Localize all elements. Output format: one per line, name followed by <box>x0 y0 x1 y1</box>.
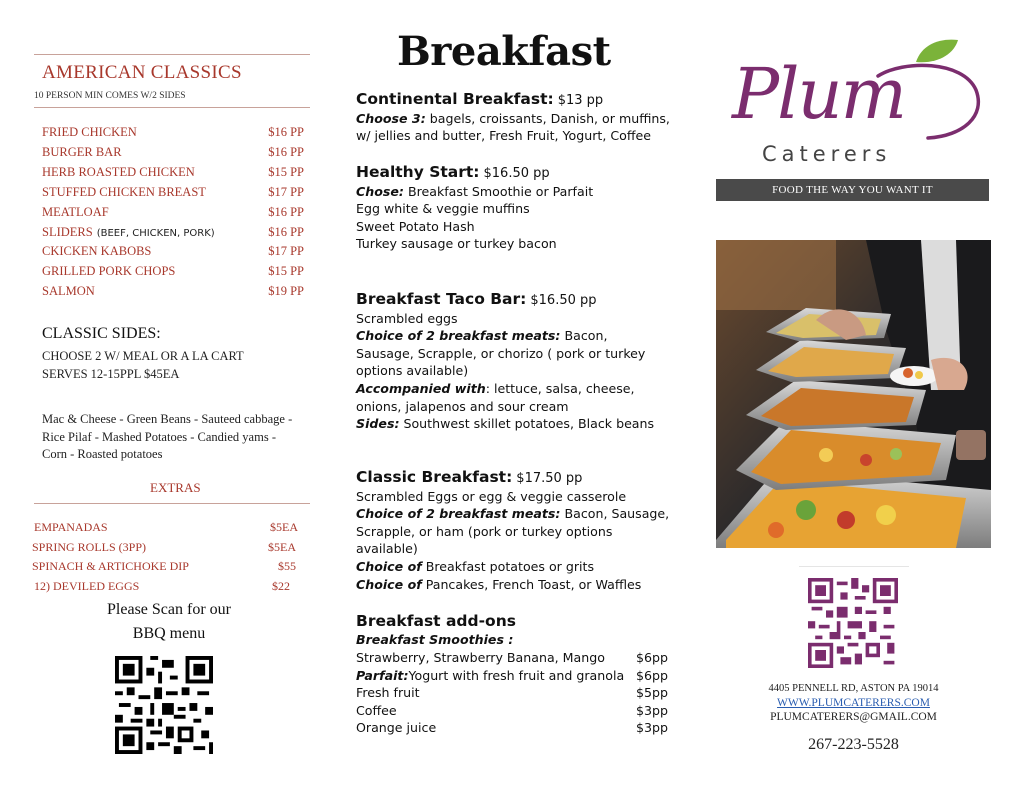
addon-price: $6pp <box>635 650 668 665</box>
classic-item-price: $17 PP <box>268 244 304 259</box>
addon-price: $5pp <box>635 685 668 701</box>
extras-divider <box>34 503 310 504</box>
classic-item-price: $15 PP <box>268 264 304 279</box>
classic-item-name: BURGER BAR <box>42 144 122 159</box>
scan-line-2: BBQ menu <box>132 625 206 642</box>
classic-item-row <box>42 225 304 240</box>
classic-item-row <box>42 125 304 140</box>
addon-row <box>356 703 668 718</box>
healthy-line3: Sweet Potato Hash <box>356 218 475 234</box>
addon-row <box>356 650 668 665</box>
taco-sides-label: Sides: <box>356 416 400 432</box>
continental-choose-text: bagels, croissants, Danish, or muffins, <box>425 110 670 126</box>
sides-list: Mac & Cheese - Green Beans - Sauteed cabbage - Rice Pilaf - Mashed Potatoes - Candied yams - Corn - Roasted potatoes <box>42 412 293 461</box>
classic-line1: Scrambled Eggs or egg & veggie casserole <box>356 488 627 504</box>
extra-item-row <box>32 540 308 555</box>
plum-logo <box>728 38 988 168</box>
classic-item-price: $16 PP <box>268 125 304 139</box>
healthy-line4: Turkey sausage or turkey bacon <box>356 236 557 252</box>
extra-item-row <box>32 559 308 574</box>
classic-potatoes-text: Breakfast potatoes or grits <box>421 558 595 574</box>
extra-item-price: $5EA <box>270 520 298 534</box>
logo-script: Plum <box>732 53 905 135</box>
extra-item-row <box>34 520 310 535</box>
extra-item-price: $22 <box>272 578 290 593</box>
continental-heading: Continental Breakfast: <box>356 90 554 108</box>
american-classics-title: AMERICAN CLASSICS <box>42 62 242 83</box>
classic-heading: Classic Breakfast: <box>356 468 513 486</box>
addon-row <box>356 668 668 683</box>
extra-item-price: $55 <box>278 559 296 573</box>
classic-item-name: CKICKEN KABOBS <box>42 244 152 259</box>
classic-item-price: $16 PP <box>268 224 304 239</box>
classic-item-name: GRILLED PORK CHOPS <box>42 264 176 279</box>
qr-divider <box>799 566 909 567</box>
extras-title: EXTRAS <box>150 480 201 495</box>
taco-meats-text: Bacon, Sausage, Scrapple, or chorizo ( pork or turkey options available) <box>356 328 646 379</box>
classic-item-name: FRIED CHICKEN <box>42 125 137 139</box>
classic-item-row <box>42 284 304 299</box>
classic-meats-text: Bacon, Sausage, Scrapple, or ham (pork or turkey options available) <box>356 506 670 557</box>
taco-heading: Breakfast Taco Bar: <box>356 290 527 308</box>
addon-name: Yogurt with fresh fruit and granola <box>408 667 625 683</box>
continental-price: $13 pp <box>557 93 604 108</box>
qr-code-icon[interactable] <box>115 656 213 754</box>
classic-item-name: SLIDERS <box>42 224 93 239</box>
classic-pancakes-label: Choice of <box>356 576 422 592</box>
addon-name: Orange juice <box>356 720 437 736</box>
logo-caterers: Caterers <box>762 142 892 166</box>
extra-item-row <box>34 579 310 594</box>
addon-price: $3pp <box>635 720 668 736</box>
sides-choose-note: CHOOSE 2 W/ MEAL OR A LA CART <box>42 349 244 363</box>
taco-line1: Scrambled eggs <box>356 310 458 326</box>
classic-pancakes-text: Pancakes, French Toast, or Waffles <box>421 576 642 592</box>
tagline: FOOD THE WAY YOU WANT IT <box>772 184 933 196</box>
phone[interactable]: 267-223-5528 <box>808 736 899 753</box>
taco-section <box>356 291 656 433</box>
address: 4405 PENNELL RD, ASTON PA 19014 <box>768 683 939 694</box>
addon-row <box>356 685 668 700</box>
extra-item-name: SPINACH & ARTICHOKE DIP <box>32 559 189 573</box>
taco-acc-text: : lettuce, salsa, cheese, onions, jalapenos and sour cream <box>356 380 635 414</box>
continental-section <box>356 91 676 145</box>
classic-item-name: SALMON <box>42 284 95 299</box>
classic-item-row <box>42 205 304 220</box>
taco-acc-label: Accompanied with <box>356 380 486 396</box>
tagline-bar <box>716 179 989 201</box>
classics-divider <box>34 107 310 108</box>
classic-meats-label: Choice of 2 breakfast meats: <box>356 506 561 522</box>
taco-sides-text: Southwest skillet potatoes, Black beans <box>399 416 655 432</box>
classic-item-price: $15 PP <box>268 164 304 179</box>
classic-item-row <box>42 145 304 160</box>
sides-serves-note: SERVES 12-15PPL $45EA <box>42 367 180 381</box>
classic-potatoes-label: Choice of <box>356 558 422 574</box>
leaf-icon <box>914 38 960 64</box>
breakfast-title: Breakfast <box>397 28 611 75</box>
addon-name: Strawberry, Strawberry Banana, Mango <box>356 650 605 665</box>
healthy-chose-text: Breakfast Smoothie or Parfait <box>403 183 594 199</box>
smoothies-label: Breakfast Smoothies : <box>356 632 514 647</box>
classic-item-row <box>42 185 304 200</box>
buffet-photo <box>716 240 991 548</box>
addon-row <box>356 720 668 735</box>
email[interactable]: PLUMCATERERS@GMAIL.COM <box>770 711 937 723</box>
classic-item-row <box>42 244 304 259</box>
scan-line-1: Please Scan for our <box>107 601 231 618</box>
extra-item-name: SPRING ROLLS (3PP) <box>32 539 147 554</box>
continental-choose-label: Choose 3: <box>356 110 426 126</box>
classic-sides-title: CLASSIC SIDES: <box>42 325 161 342</box>
extra-item-price: $5EA <box>268 539 296 554</box>
classic-item-name: MEATLOAF <box>42 204 109 219</box>
classic-item-name: STUFFED CHICKEN BREAST <box>42 184 206 199</box>
website-link[interactable]: WWW.PLUMCATERERS.COM <box>777 697 930 709</box>
healthy-price: $16.50 pp <box>483 166 550 181</box>
classic-item-note: (BEEF, CHICKEN, PORK) <box>96 227 215 239</box>
addon-label: Parfait: <box>356 667 409 683</box>
classic-item-price: $16 PP <box>268 144 304 159</box>
addon-price: $3pp <box>635 702 668 718</box>
taco-meats-label: Choice of 2 breakfast meats: <box>356 328 561 344</box>
min-note: 10 PERSON MIN COMES W/2 SIDES <box>34 91 186 101</box>
addon-price: $6pp <box>635 667 668 683</box>
addons-heading: Breakfast add-ons <box>356 612 516 630</box>
healthy-heading: Healthy Start: <box>356 163 480 181</box>
classic-item-price: $16 PP <box>268 204 304 219</box>
classic-item-row <box>42 165 304 180</box>
continental-line2: w/ jellies and butter, Fresh Fruit, Yogurt, Coffee <box>356 128 652 144</box>
healthy-chose-label: Chose: <box>356 183 404 199</box>
extra-item-name: 12) DEVILED EGGS <box>34 578 140 593</box>
extra-item-name: EMPANADAS <box>34 520 108 534</box>
qr-code-icon[interactable] <box>808 578 898 668</box>
classic-item-row <box>42 264 304 279</box>
classic-breakfast-section <box>356 469 674 593</box>
healthy-section <box>356 164 676 253</box>
addon-name: Fresh fruit <box>356 685 420 701</box>
classic-item-name: HERB ROASTED CHICKEN <box>42 164 195 179</box>
classic-price: $17.50 pp <box>516 471 583 486</box>
classic-item-price: $19 PP <box>268 284 304 299</box>
taco-price: $16.50 pp <box>530 293 597 308</box>
healthy-line2: Egg white & veggie muffins <box>356 201 530 217</box>
top-divider <box>34 54 310 55</box>
classic-item-price: $17 PP <box>268 184 304 199</box>
addon-name: Coffee <box>356 702 397 718</box>
